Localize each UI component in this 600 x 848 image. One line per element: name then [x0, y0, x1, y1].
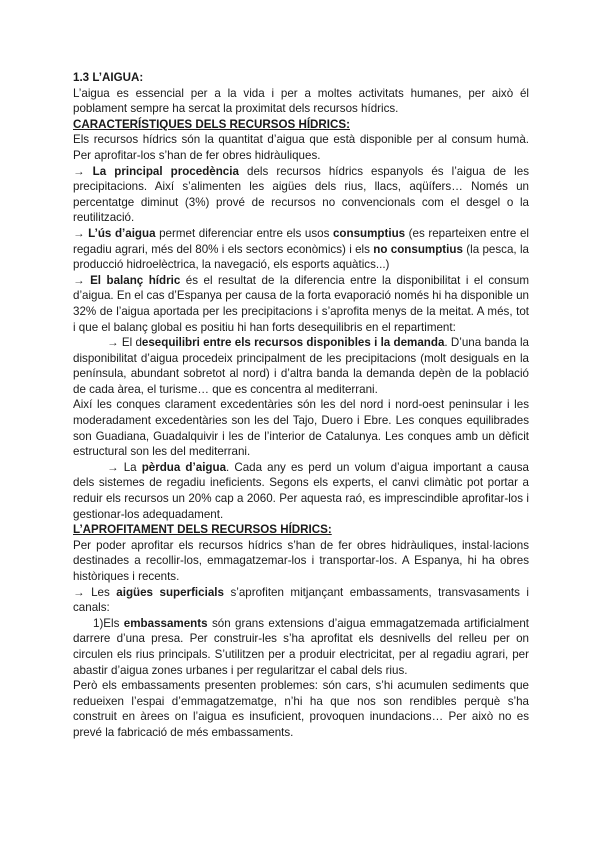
paragraph-text: (es reparteixen entre el regadiu agrari, més del 80% i els sectors econòmics) i els: [73, 226, 529, 256]
arrow: →: [73, 273, 91, 287]
paragraph-text: és el resultat de la diferencia entre la disponibilitat i el consum d’aigua. En el cas d’Espanya per causa de la forta evaporació només hi ha disponible un 32% de l’aigua aportada per les precipitacions i s’aprofita menys de la meitat. A més, tot i que el balanç global es positiu hi han forts desequilibris en el repartiment:: [73, 273, 529, 334]
paragraph-origin: [73, 164, 529, 226]
bold-term: pèrdua d’aigua: [141, 460, 227, 474]
bold-term: El balanç hídric: [90, 273, 181, 287]
paragraph-water-use: [73, 226, 529, 273]
paragraph-water-loss: [73, 460, 529, 522]
paragraph-basins: Així les conques clarament excedentàries són les del nord i nord-oest peninsular i les moderadament excedentàries son les del Tajo, Duero i Ebre. Les conques equilibrades son Guadiana, Guadalquivir i les de l’interior de Catalunya. Les conques amb un dèficit estructural son les del mediterrani.: [73, 398, 529, 459]
section-title-exploitation: L’APROFITAMENT DELS RECURSOS HÍDRICS:: [73, 523, 332, 537]
paragraph-definition: Els recursos hídrics són la quantitat d’aigua que està disponible per al consum humà. Per aprofitar-los s’han de fer obres hidràuliques.: [73, 133, 529, 162]
paragraph-hydraulic-works: Per poder aprofitar els recursos hídrics s’han de fer obres hidràuliques, instal·lacions destinades a recollir-los, emmagatzemar-los i transportar-los. A Espanya, hi ha obres històriques i recents.: [73, 538, 529, 583]
paragraph-text: . D’una banda la disponibilitat d’aigua procedeix principalment de les precipitacions (molt desiguals en la península, abundant sobretot al nord) i d’altra banda la demanda depèn de la població de cada àrea, el turisme… que es concentra al mediterrani.: [73, 336, 529, 396]
arrow: →: [73, 164, 93, 178]
bold-term: aigües superficials: [116, 585, 224, 599]
section-title-characteristics: CARACTERÍSTIQUES DELS RECURSOS HÍDRICS:: [73, 117, 350, 131]
paragraph-water-balance: [73, 273, 529, 335]
paragraph-text: s’aprofiten mitjançant embassaments, transvasaments i canals:: [73, 585, 530, 615]
paragraph-surface-water: [73, 585, 529, 616]
bold-term: embassaments: [123, 616, 208, 630]
bold-term: consumptius: [332, 226, 406, 240]
page-heading: 1.3 L’AIGUA:: [73, 71, 144, 84]
intro-paragraph: L’aigua es essencial per a la vida i per a moltes activitats humanes, per això él poblament sempre ha sercat la proximitat dels recursos hídrics.: [73, 86, 529, 116]
paragraph-text: dels recursos hídrics espanyols és l’aigua de les precipitacions. Així s’alimenten les aigües dels rius, llacs, aqüífers… Només un percentatge diminut (3%) prové de recursos no convencionals com el desgel o la reutilització.: [73, 164, 529, 225]
paragraph-reservoir-problems: Però els embassaments presenten problemes: són cars, s’hi acumulen sediments que redueixen l’espai d’emmagatzematge, n’hi ha que nos son rendibles perquè s’ha construit en àrees on l’aigua es insuficient, provoquen inundacions… Per això no es prevé la fabricació de més embassaments.: [73, 679, 529, 739]
list-number: 1)Els: [93, 616, 124, 630]
arrow: →: [73, 226, 89, 240]
paragraph-text: (la pesca, la producció hidroelèctrica, la navegació, els esports aquàtics...): [73, 242, 529, 272]
bold-term: esequilibri entre els recursos disponibles i la demanda: [141, 336, 445, 350]
document-page: [73, 70, 529, 741]
paragraph-text: permet diferenciar entre els usos: [155, 226, 333, 240]
arrow: → Les: [73, 585, 117, 599]
paragraph-imbalance: [73, 335, 529, 397]
arrow: → La: [107, 460, 142, 474]
bold-term: no consumptius: [373, 242, 463, 256]
arrow: → El d: [107, 336, 142, 350]
paragraph-text: . Cada any es perd un volum d’aigua important a causa dels sistemes de regadiu ineficients. Segons els experts, el canvi climàtic pot portar a reduir els recursos un 20% cap a 2060. Per aquesta raó, es imprescindible aprofitar-los i gestionar-los adequadament.: [73, 460, 529, 521]
paragraph-reservoirs: [73, 616, 529, 678]
bold-term: L’ús d’aigua: [88, 226, 156, 240]
bold-term: La principal procedència: [92, 164, 239, 178]
paragraph-text: són grans extensions d’aigua emmagatzemada artificialment darrere d’una presa. Per construir-les s’ha aprofitat els desnivells del relleu per on circulen els rius principals. S’utilitzen per a produir electricitat, per al regadiu agrari, per abastir d’aigua zones urbanes i per regularitzar el cabal dels rius.: [73, 616, 529, 677]
